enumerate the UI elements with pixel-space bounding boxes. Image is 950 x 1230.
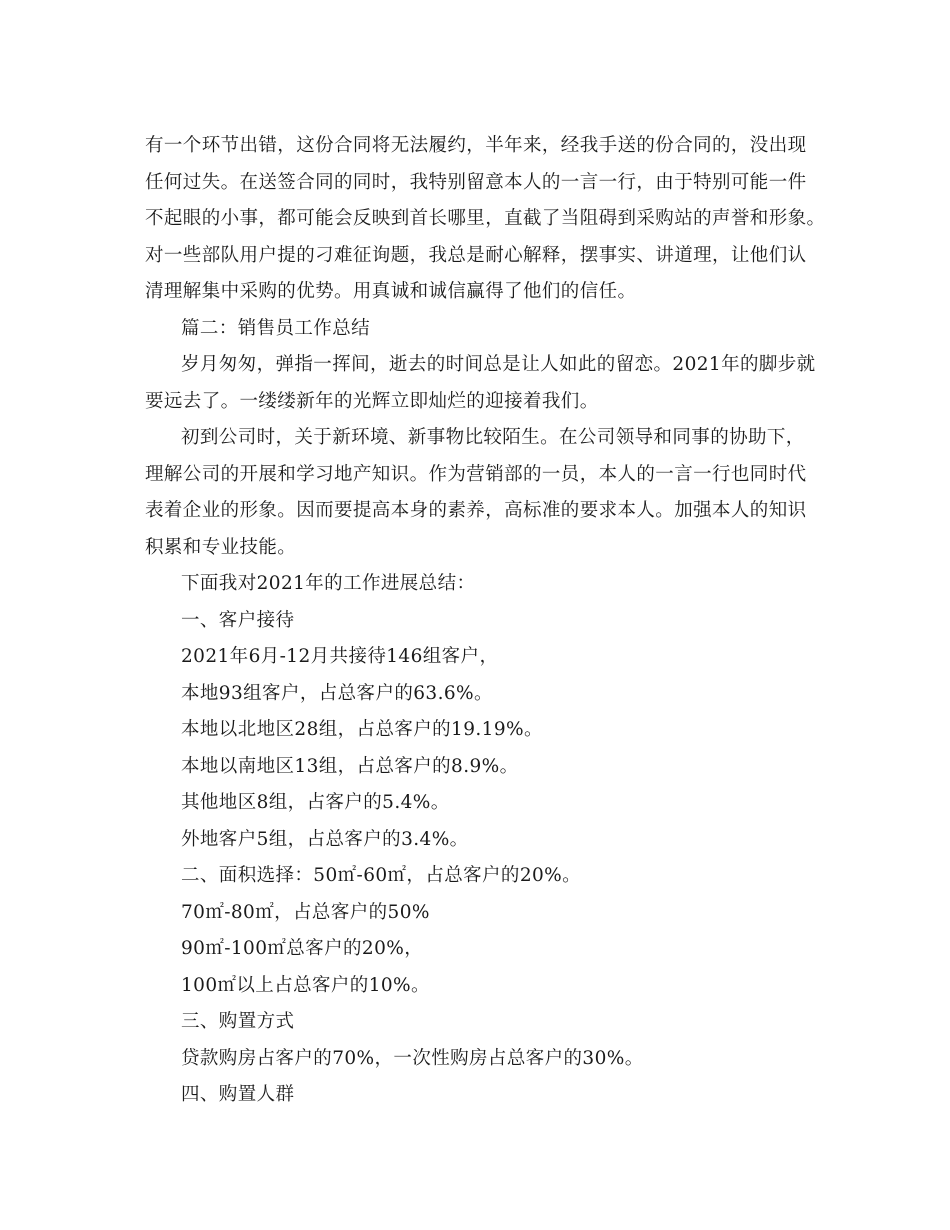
text-line: 要远去了。一缕缕新年的光辉立即灿烂的迎接着我们。 [145,390,599,412]
text-line: 任何过失。在送签合同的同时，我特别留意本人的一言一行，由于特别可能一件 [145,171,807,193]
text-line: 外地客户5组，占总客户的3.4%。 [181,828,469,850]
document-body [145,128,826,1114]
text-line: 篇二：销售员工作总结 [181,317,371,339]
text-line: 90㎡-100㎡总客户的20%， [181,938,424,959]
text-line: 一、客户接待 [181,609,295,631]
text-line: 贷款购房占客户的70%，一次性购房占总客户的30%。 [181,1047,644,1069]
text-line: 二、面积选择：50㎡-60㎡，占总客户的20%。 [181,865,582,886]
text-line: 其他地区8组，占客户的5.4%。 [181,792,450,813]
text-line: 三、购置方式 [181,1011,295,1032]
text-line: 清理解集中采购的优势。用真诚和诚信赢得了他们的信任。 [145,281,637,302]
text-line: 岁月匆匆，弹指一挥间，逝去的时间总是让人如此的留恋。2021年的脚步就 [181,354,816,375]
text-line: 四、购置人群 [181,1084,295,1105]
text-line: 100㎡以上占总客户的10%。 [181,974,430,996]
text-line: 2021年6月-12月共接待146组客户， [181,646,499,667]
text-line: 有一个环节出错，这份合同将无法履约，半年来，经我手送的份合同的，没出现 [145,135,807,156]
text-line: 对一些部队用户提的刁难征询题，我总是耐心解释，摆事实、讲道理，让他们认 [145,244,807,266]
text-line: 不起眼的小事，都可能会反映到首长哪里，直截了当阻碍到采购站的声誉和形象。 [145,208,826,229]
text-line: 70㎡-80㎡，占总客户的50% [181,901,430,923]
text-line: 下面我对2021年的工作进展总结： [181,573,476,594]
text-line: 表着企业的形象。因而要提高本身的素养，高标准的要求本人。加强本人的知识 [145,500,807,521]
text-line: 积累和专业技能。 [145,536,297,558]
text-line: 本地93组客户，占总客户的63.6%。 [181,682,493,704]
text-line: 本地以北地区28组，占总客户的19.19%。 [181,719,543,740]
text-line: 初到公司时，关于新环境、新事物比较陌生。在公司领导和同事的协助下， [181,427,805,448]
text-line: 理解公司的开展和学习地产知识。作为营销部的一员，本人的一言一行也同时代 [145,463,807,485]
text-line: 本地以南地区13组，占总客户的8.9%。 [181,755,519,777]
